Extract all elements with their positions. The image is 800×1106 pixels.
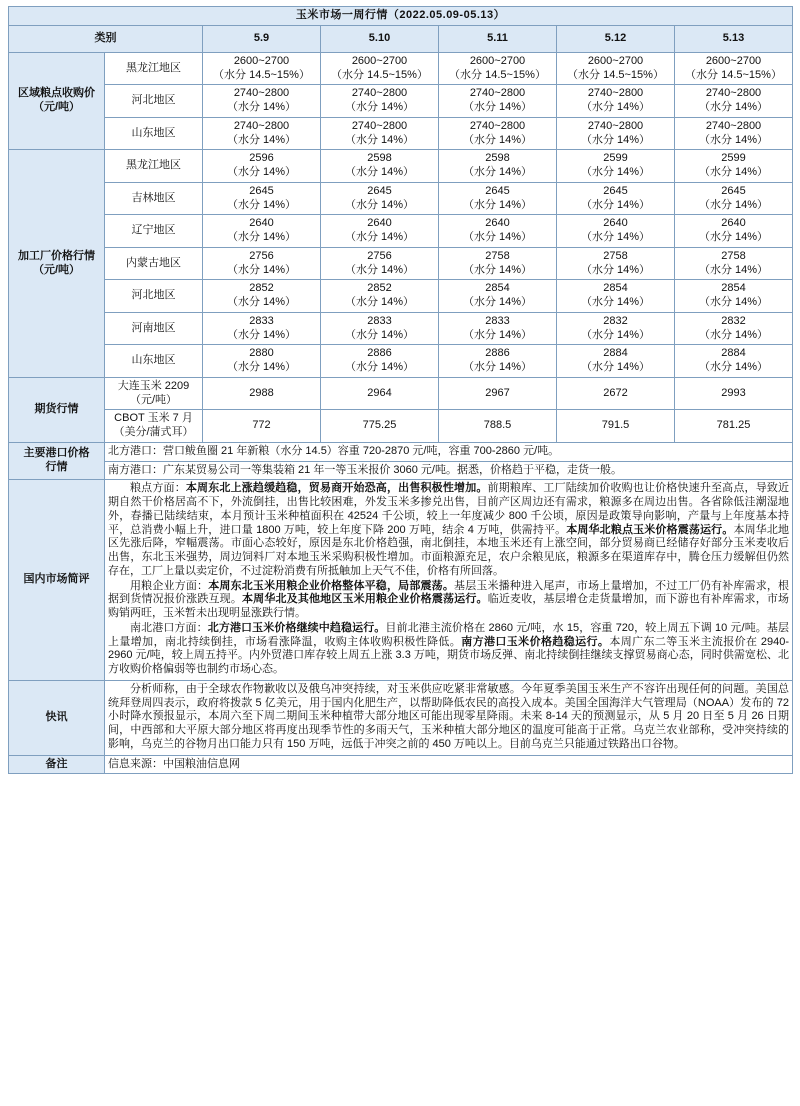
price-cell: 2740~2800 （水分 14%） (321, 85, 439, 118)
plant-row-3 (9, 247, 793, 280)
domestic-review-row (9, 480, 793, 681)
price-cell: 2600~2700 （水分 14.5~15%） (321, 52, 439, 85)
price-cell: 2833 （水分 14%） (203, 312, 321, 345)
futures-row-1 (9, 410, 793, 443)
price-cell: 2854 （水分 14%） (557, 280, 675, 313)
price-cell: 2599 （水分 14%） (557, 150, 675, 183)
futures-value: 2672 (557, 377, 675, 410)
futures-value: 772 (203, 410, 321, 443)
futures-value: 2967 (439, 377, 557, 410)
price-cell: 2600~2700 （水分 14.5~15%） (439, 52, 557, 85)
section-label-line2: （元/吨） (32, 101, 81, 113)
date-header-2: 5.11 (439, 25, 557, 52)
port-south-text: 广东某贸易公司一等集装箱 21 年一等玉米报价 3060 元/吨。据悉，价格趋于平稳，走货一般。 (163, 463, 622, 476)
plant-row-5 (9, 312, 793, 345)
price-cell: 2600~2700 （水分 14.5~15%） (203, 52, 321, 85)
row-label: 河北地区 (105, 280, 203, 313)
price-cell: 2833 （水分 14%） (321, 312, 439, 345)
price-cell: 2740~2800 （水分 14%） (557, 117, 675, 150)
news-paragraph-0: 分析师称，由于全球农作物歉收以及俄乌冲突持续，对玉米供应吃紧非常敏感。今年夏季美国玉米生产不容许出现任何的问题。美国总统拜登周四表示，政府将拨款 5 亿美元，用于国内化肥生产，以帮助降低农民的高投入成本。美国全国海洋大气管理局（NOAA）发布的 72 小时降水预报显示，本周六至下周二期间玉米种植带大部分地区可能出现零星降雨。未来 8-14 天的预测显示，从 5 月 20 日至 5 月 26 日期间，中西部和大平原大部分地区将再度出现季节性的多雨天气，玉米种植大部分地区的温度可能高于正常。乌克兰农业部称，受冲突持续的影响，乌克兰的谷物月出口能力只有 150 万吨，远低于冲突之前的 450 万吨以上。目前乌克兰只能通过铁路出口谷物。 (108, 682, 790, 750)
plant-row-6 (9, 345, 793, 378)
price-cell: 2886 （水分 14%） (439, 345, 557, 378)
futures-row-0 (9, 377, 793, 410)
port-north-text: 营口鲅鱼圈 21 年新粮（水分 14.5）容重 720-2870 元/吨，容重 700-2860 元/吨。 (163, 444, 560, 457)
price-cell: 2758 （水分 14%） (439, 247, 557, 280)
header-row (9, 25, 793, 52)
date-header-0: 5.9 (203, 25, 321, 52)
price-cell: 2596 （水分 14%） (203, 150, 321, 183)
row-label: 黑龙江地区 (105, 150, 203, 183)
price-cell: 2740~2800 （水分 14%） (439, 117, 557, 150)
price-cell: 2854 （水分 14%） (675, 280, 793, 313)
plant-row-0 (9, 150, 793, 183)
date-header-1: 5.10 (321, 25, 439, 52)
price-cell: 2640 （水分 14%） (439, 215, 557, 248)
row-label: 辽宁地区 (105, 215, 203, 248)
price-cell: 2640 （水分 14%） (557, 215, 675, 248)
section-label-processing-plant (9, 150, 105, 378)
date-header-3: 5.12 (557, 25, 675, 52)
section-label-futures: 期货行情 (9, 377, 105, 442)
row-label: CBOT 玉米 7 月 （美分/蒲式耳） (105, 410, 203, 443)
section-label-ports: 主要港口价格 行情 (9, 442, 105, 480)
price-cell: 2854 （水分 14%） (439, 280, 557, 313)
price-cell: 2640 （水分 14%） (675, 215, 793, 248)
price-cell: 2600~2700 （水分 14.5~15%） (557, 52, 675, 85)
price-cell: 2645 （水分 14%） (321, 182, 439, 215)
section-label-domestic-review: 国内市场简评 (9, 480, 105, 681)
region-row-1 (9, 85, 793, 118)
futures-value: 2988 (203, 377, 321, 410)
news-row (9, 680, 793, 755)
plant-row-4 (9, 280, 793, 313)
market-table (8, 6, 793, 774)
price-cell: 2598 （水分 14%） (439, 150, 557, 183)
date-header-4: 5.13 (675, 25, 793, 52)
section-label-region-purchase (9, 52, 105, 150)
row-label: 黑龙江地区 (105, 52, 203, 85)
port-south-line (105, 461, 793, 480)
news-body (105, 680, 793, 755)
section-label-footer: 备注 (9, 755, 105, 774)
price-cell: 2832 （水分 14%） (675, 312, 793, 345)
price-cell: 2756 （水分 14%） (203, 247, 321, 280)
section-label-line1: 区域粮点收购价 (18, 87, 95, 100)
section-label-line1: 加工厂价格行情 (18, 249, 95, 262)
futures-value: 788.5 (439, 410, 557, 443)
price-cell: 2880 （水分 14%） (203, 345, 321, 378)
price-cell: 2645 （水分 14%） (675, 182, 793, 215)
futures-value: 2964 (321, 377, 439, 410)
price-cell: 2833 （水分 14%） (439, 312, 557, 345)
review-paragraph-2: 南北港口方面：北方港口玉米价格继续中趋稳运行。目前北港主流价格在 2860 元/吨，水 15，容重 720，较上周五下调 10 元/吨。基层上量增加，南北持续倒挂，市场看涨降温，收购主体收购积极性降低。南方港口玉米价格趋稳运行。本周广东二等玉米主流报价在 2940-2960 元/吨，较上周五持平。内外贸港口库存较上周五上涨 3.3 万吨，期货市场反弹、南北持续倒挂继续支撑贸易商心态，同时供需宽松、北方收购价格偏弱等也制约市场心态。 (108, 621, 790, 675)
futures-value: 791.5 (557, 410, 675, 443)
plant-row-1 (9, 182, 793, 215)
row-label: 山东地区 (105, 345, 203, 378)
review-paragraph-1: 用粮企业方面：本周东北玉米用粮企业价格整体平稳，局部震荡。基层玉米播种进入尾声，市场上量增加，不过工厂仍有补库需求，根据到货情况报价涨跌互现。本周华北及其他地区玉米用粮企业价格震荡运行。临近麦收，基层增仓走货量增加，而下游也有补库需求，市场购销两旺，玉米暂未出现明显涨跌行情。 (108, 579, 790, 619)
price-cell: 2740~2800 （水分 14%） (675, 117, 793, 150)
category-header: 类别 (9, 25, 203, 52)
futures-value: 2993 (675, 377, 793, 410)
port-south-label: 南方港口： (108, 463, 163, 476)
price-cell: 2598 （水分 14%） (321, 150, 439, 183)
row-label: 内蒙古地区 (105, 247, 203, 280)
price-cell: 2645 （水分 14%） (439, 182, 557, 215)
price-cell: 2758 （水分 14%） (675, 247, 793, 280)
section-label-news: 快讯 (9, 680, 105, 755)
price-cell: 2884 （水分 14%） (675, 345, 793, 378)
price-cell: 2740~2800 （水分 14%） (557, 85, 675, 118)
price-cell: 2600~2700 （水分 14.5~15%） (675, 52, 793, 85)
price-cell: 2886 （水分 14%） (321, 345, 439, 378)
port-north-label: 北方港口： (108, 444, 163, 457)
price-cell: 2740~2800 （水分 14%） (321, 117, 439, 150)
price-cell: 2740~2800 （水分 14%） (203, 117, 321, 150)
review-paragraph-0: 粮点方面：本周东北上涨趋缓趋稳，贸易商开始恐高，出售积极性增加。前期粮库、工厂陆续加价收购也让价格快速升至高点，导致近期自然干价格居高不下，外流倒挂，出售比较困难，外发玉米多掺兑出售，目前产区周边还有需求，粮源多在周边出售。各省除低洼潮湿地外，春播已陆续结束，本月预计玉米种植面积在 42524 千公顷，较上一年度减少 800 千公顷，原因是政策导向影响，产量与上年度基本持平，总消费小幅上升，进口量 1800 万吨，较上年度下降 200 万吨，结余 4 万吨，供需持平。本周华北粮点玉米价格震荡运行。本周华北地区先涨后降，窄幅震荡。市面心态较好，原因是东北价格趋强，南北倒挂，本地玉米还有上涨空间，部分贸易商已经储存好部分玉米麦收后出售，东北玉米强势，周边饲料厂对本地玉米采购积极性增加。市面粮源充足，农户余粮见底，粮源多在渠道库存中，腾仓压力缓解但仍然存在，工厂上量以卖定价，不过淀粉消费有所抵触加上天气不佳，价格有所回落。 (108, 482, 790, 577)
price-cell: 2645 （水分 14%） (203, 182, 321, 215)
futures-value: 775.25 (321, 410, 439, 443)
futures-value: 781.25 (675, 410, 793, 443)
row-label: 山东地区 (105, 117, 203, 150)
price-cell: 2645 （水分 14%） (557, 182, 675, 215)
region-row-2 (9, 117, 793, 150)
region-row-0 (9, 52, 793, 85)
row-label: 河北地区 (105, 85, 203, 118)
price-cell: 2852 （水分 14%） (203, 280, 321, 313)
price-cell: 2740~2800 （水分 14%） (675, 85, 793, 118)
row-label: 吉林地区 (105, 182, 203, 215)
price-cell: 2758 （水分 14%） (557, 247, 675, 280)
price-cell: 2599 （水分 14%） (675, 150, 793, 183)
port-row-1 (9, 461, 793, 480)
price-cell: 2740~2800 （水分 14%） (203, 85, 321, 118)
price-cell: 2740~2800 （水分 14%） (439, 85, 557, 118)
price-cell: 2640 （水分 14%） (203, 215, 321, 248)
domestic-review-body (105, 480, 793, 681)
price-cell: 2852 （水分 14%） (321, 280, 439, 313)
price-cell: 2832 （水分 14%） (557, 312, 675, 345)
footer-row (9, 755, 793, 774)
port-north-line (105, 442, 793, 461)
port-row-0 (9, 442, 793, 461)
plant-row-2 (9, 215, 793, 248)
page-title: 玉米市场一周行情（2022.05.09-05.13） (9, 7, 793, 26)
price-cell: 2640 （水分 14%） (321, 215, 439, 248)
price-cell: 2884 （水分 14%） (557, 345, 675, 378)
title-row (9, 7, 793, 26)
source-note: 信息来源：中国粮油信息网 (105, 755, 793, 774)
section-label-line2: （元/吨） (32, 263, 81, 276)
row-label: 大连玉米 2209 （元/吨） (105, 377, 203, 410)
price-cell: 2756 （水分 14%） (321, 247, 439, 280)
row-label: 河南地区 (105, 312, 203, 345)
